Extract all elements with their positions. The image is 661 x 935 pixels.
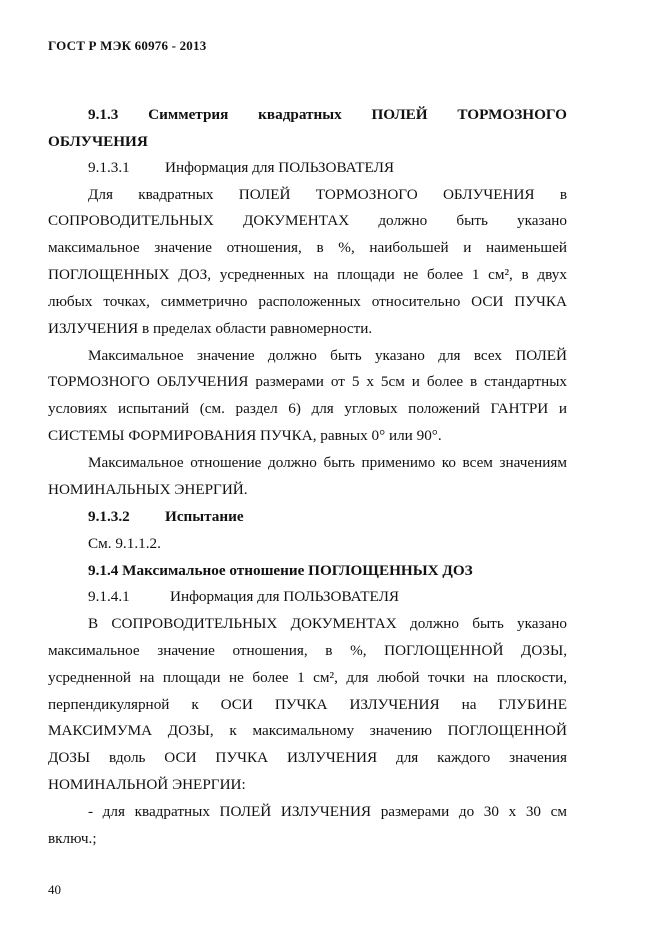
section-9-1-4-heading: 9.1.4 Максимальное отношение ПОГЛОЩЕННЫХ ДОЗ — [88, 562, 473, 579]
paragraph-line: ПОГЛОЩЕННЫХ ДОЗ, усредненных на площади не более 1 см², в двух — [48, 266, 567, 283]
section-9-1-3-2-number: 9.1.3.2 — [88, 508, 130, 525]
section-9-1-4-1-title: Информация для ПОЛЬЗОВАТЕЛЯ — [170, 588, 400, 605]
paragraph-last-line: НОМИНАЛЬНЫХ ЭНЕРГИЙ. — [48, 481, 248, 498]
paragraph-line: СОПРОВОДИТЕЛЬНЫХ ДОКУМЕНТАХ должно быть указано — [48, 212, 567, 229]
page-number: 40 — [48, 882, 61, 897]
section-9-1-3-2-title: Испытание — [165, 508, 244, 525]
section-9-1-3-heading-line1: 9.1.3 Симметрия квадратных ПОЛЕЙ ТОРМОЗНОГО — [88, 106, 567, 123]
paragraph-last-line: ИЗЛУЧЕНИЯ в пределах области равномерности. — [48, 320, 373, 337]
paragraph-last-line: СИСТЕМЫ ФОРМИРОВАНИЯ ПУЧКА, равных 0° или 90°. — [48, 427, 442, 444]
paragraph-line: Для квадратных ПОЛЕЙ ТОРМОЗНОГО ОБЛУЧЕНИЯ в — [88, 186, 567, 203]
paragraph-line: условиях испытаний (см. раздел 6) для угловых положений ГАНТРИ и — [48, 400, 567, 417]
section-9-1-3-2-reference: См. 9.1.1.2. — [88, 535, 161, 552]
paragraph-line: ДОЗЫ вдоль ОСИ ПУЧКА ИЗЛУЧЕНИЯ для каждого значения — [48, 749, 567, 766]
paragraph-line: максимальное значение отношения, в %, ПОГЛОЩЕННОЙ ДОЗЫ, — [48, 642, 567, 659]
section-9-1-3-1-title: Информация для ПОЛЬЗОВАТЕЛЯ — [165, 159, 395, 176]
section-9-1-3-1-number: 9.1.3.1 — [88, 159, 130, 176]
paragraph-line: Максимальное значение должно быть указано для всех ПОЛЕЙ — [88, 347, 567, 364]
paragraph-last-line: НОМИНАЛЬНОЙ ЭНЕРГИИ: — [48, 776, 246, 793]
paragraph-line: В СОПРОВОДИТЕЛЬНЫХ ДОКУМЕНТАХ должно быть указано — [88, 615, 567, 632]
paragraph-line: ТОРМОЗНОГО ОБЛУЧЕНИЯ размерами от 5 х 5см и более в стандартных — [48, 373, 567, 390]
section-9-1-4-1-number: 9.1.4.1 — [88, 588, 130, 605]
document-code-header: ГОСТ Р МЭК 60976 - 2013 — [48, 38, 207, 53]
paragraph-line: усредненной на площади не более 1 см², для любой точки на плоскости, — [48, 669, 567, 686]
list-item-last-line: включ.; — [48, 830, 97, 847]
list-item-line: - для квадратных ПОЛЕЙ ИЗЛУЧЕНИЯ размерами до 30 х 30 см — [88, 803, 567, 820]
paragraph-line: Максимальное отношение должно быть применимо ко всем значениям — [88, 454, 567, 471]
paragraph-line: МАКСИМУМА ДОЗЫ, к максимальному значению ПОГЛОЩЕННОЙ — [48, 722, 567, 739]
paragraph-line: перпендикулярной к ОСИ ПУЧКА ИЗЛУЧЕНИЯ на ГЛУБИНЕ — [48, 696, 567, 713]
paragraph-line: любых точках, симметрично расположенных относительно ОСИ ПУЧКА — [48, 293, 567, 310]
paragraph-line: максимальное значение отношения, в %, наибольшей и наименьшей — [48, 239, 567, 256]
section-9-1-3-heading-line2: ОБЛУЧЕНИЯ — [48, 133, 148, 150]
